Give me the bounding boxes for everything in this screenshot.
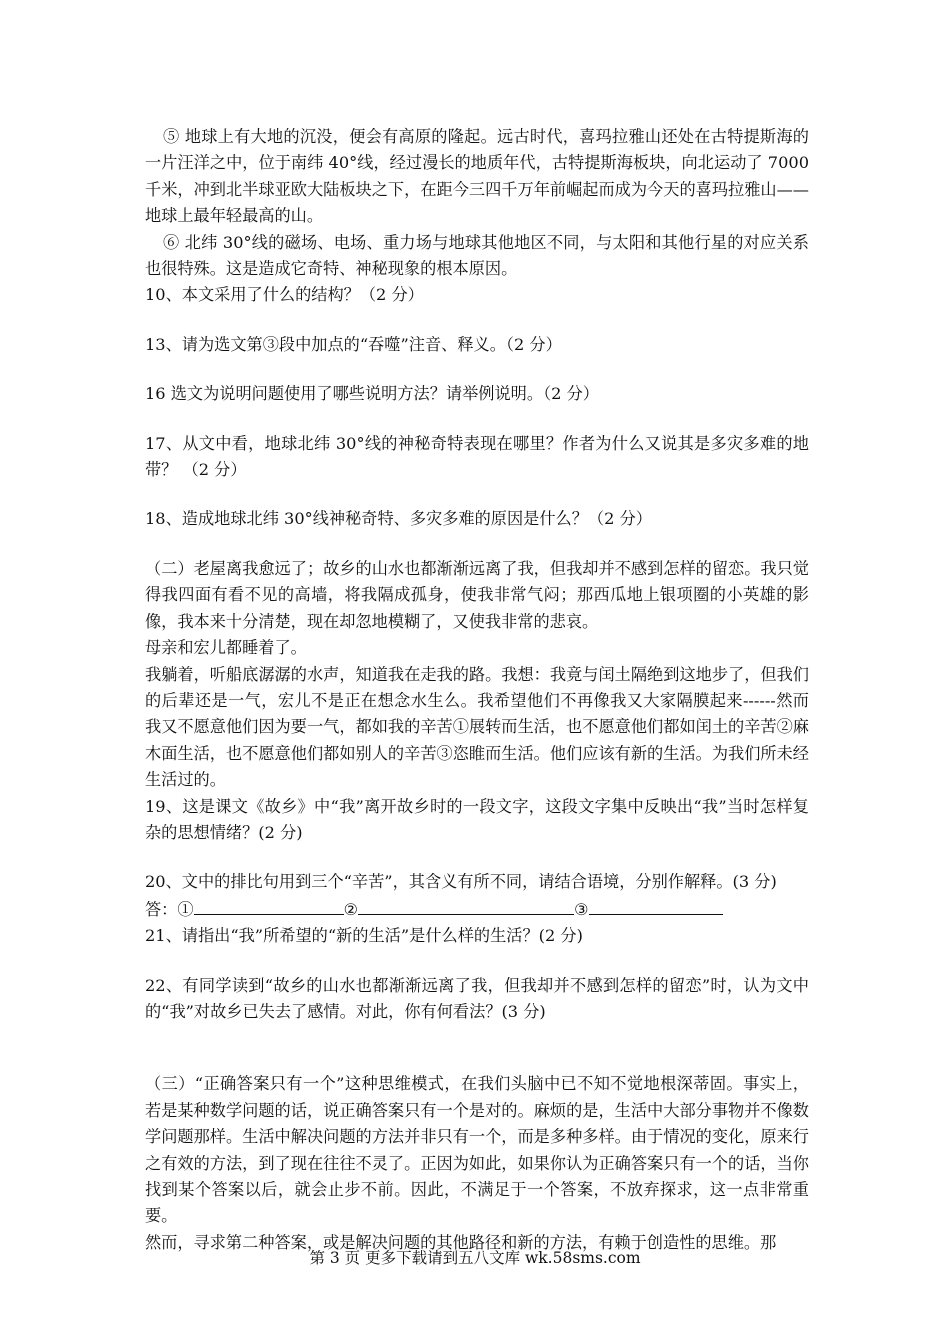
answer-space <box>145 846 809 869</box>
passage3-paragraph-1: （三）“正确答案只有一个”这种思维模式，在我们头脑中已不知不觉地根深蒂固。事实上，若是某种数学问题的话，说正确答案只有一个是对的。麻烦的是，生活中大部分事物并不像数学问题那样。生活中解决问题的方法并非只有一个，而是多种多样。由于情况的变化，原来行之有效的方法，到了现在往往不灵了。正因为如此，如果你认为正确答案只有一个的话，当你找到某个答案以后，就会止步不前。因此，不满足于一个答案，不放弃探求，这一点非常重要。 <box>145 1074 809 1226</box>
passage1-paragraph-6: ⑥ 北纬 30°线的磁场、电场、重力场与地球其他地区不同，与太阳和其他行星的对应关系也很特殊。这是造成它奇特、神秘现象的根本原因。 <box>145 232 809 279</box>
passage2-paragraph-2: 母亲和宏儿都睡着了。 <box>145 638 307 658</box>
question-22: 22、有同学读到“故乡的山水也都渐渐远离了我，但我却并不感到怎样的留恋”时，认为文中的“我”对故乡已失去了感情。对此，你有何看法？(3 分) <box>145 975 809 1021</box>
answer-blank-2[interactable] <box>358 896 574 915</box>
answer-space <box>145 309 809 332</box>
answer-mark-2: ② <box>343 899 359 919</box>
answer-space <box>145 950 809 973</box>
answer-space <box>145 483 809 506</box>
passage3-paragraph-2: 然而，寻求第二种答案，或是解决问题的其他路径和新的方法，有赖于创造性的思维。那 <box>145 1232 777 1252</box>
passage2-paragraph-1: （二）老屋离我愈远了；故乡的山水也都渐渐远离了我，但我却并不感到怎样的留恋。我只觉得我四面有看不见的高墙，将我隔成孤身，使我非常气闷；那西瓜地上银项圈的小英雄的影像，我本来十分清楚，现在却忽地模糊了，又使我非常的悲哀。 <box>145 558 809 631</box>
answer-prefix: 答：① <box>145 899 194 919</box>
answer-mark-3: ③ <box>574 899 589 919</box>
answer-space <box>145 533 809 556</box>
page-footer: 第 3 页 更多下载请到五八文库 wk.58sms.com <box>309 1249 641 1267</box>
question-21: 21、请指出“我”所希望的“新的生活”是什么样的生活？(2 分) <box>145 926 583 946</box>
question-16: 16 选文为说明问题使用了哪些说明方法？请举例说明。（2 分） <box>145 384 599 404</box>
question-17: 17、从文中看，地球北纬 30°线的神秘奇特表现在哪里？作者为什么又说其是多灾多难的地带？ （2 分） <box>145 433 809 480</box>
question-20: 20、文中的排比句用到三个“辛苦”，其含义有所不同，请结合语境，分别作解释。(3 分) <box>145 872 777 892</box>
question-18: 18、造成地球北纬 30°线神秘奇特、多灾多难的原因是什么？（2 分） <box>145 509 652 529</box>
passage1-paragraph-5: ⑤ 地球上有大地的沉没，便会有高原的隆起。远古时代，喜玛拉雅山还处在古特提斯海的一片汪洋之中，位于南纬 40°线，经过漫长的地质年代，古特提斯海板块，向北运动了 7000 千米，冲到北半球亚欧大陆板块之下，在距今三四千万年前崛起而成为今天的喜玛拉雅山——地球上最年轻最高的山。 <box>145 127 809 226</box>
question-10: 10、本文采用了什么的结构？（2 分） <box>145 285 424 305</box>
question-13: 13、请为选文第③段中加点的“吞噬”注音、释义。（2 分） <box>145 334 562 354</box>
answer-space <box>145 1025 809 1071</box>
passage2-paragraph-3: 我躺着，听船底潺潺的水声，知道我在走我的路。我想：我竟与闰土隔绝到这地步了，但我们的后辈还是一气，宏儿不是正在想念水生么。我希望他们不再像我又大家隔膜起来------然而我又不愿意他们因为要一气，都如我的辛苦①展转而生活，也不愿意他们都如闰土的辛苦②麻木面生活，也不愿意他们都如别人的辛苦③恣睢而生活。他们应该有新的生活。为我们所未经生活过的。 <box>145 664 809 790</box>
answer-blank-3[interactable] <box>589 896 723 915</box>
question-20-answer-line <box>145 896 809 923</box>
document-page <box>145 124 809 1256</box>
question-19: 19、这是课文《故乡》中“我”离开故乡时的一段文字，这段文字集中反映出“我”当时怎样复杂的思想情绪？(2 分) <box>145 796 809 842</box>
answer-space <box>145 358 809 381</box>
answer-space <box>145 408 809 431</box>
answer-blank-1[interactable] <box>194 896 344 915</box>
